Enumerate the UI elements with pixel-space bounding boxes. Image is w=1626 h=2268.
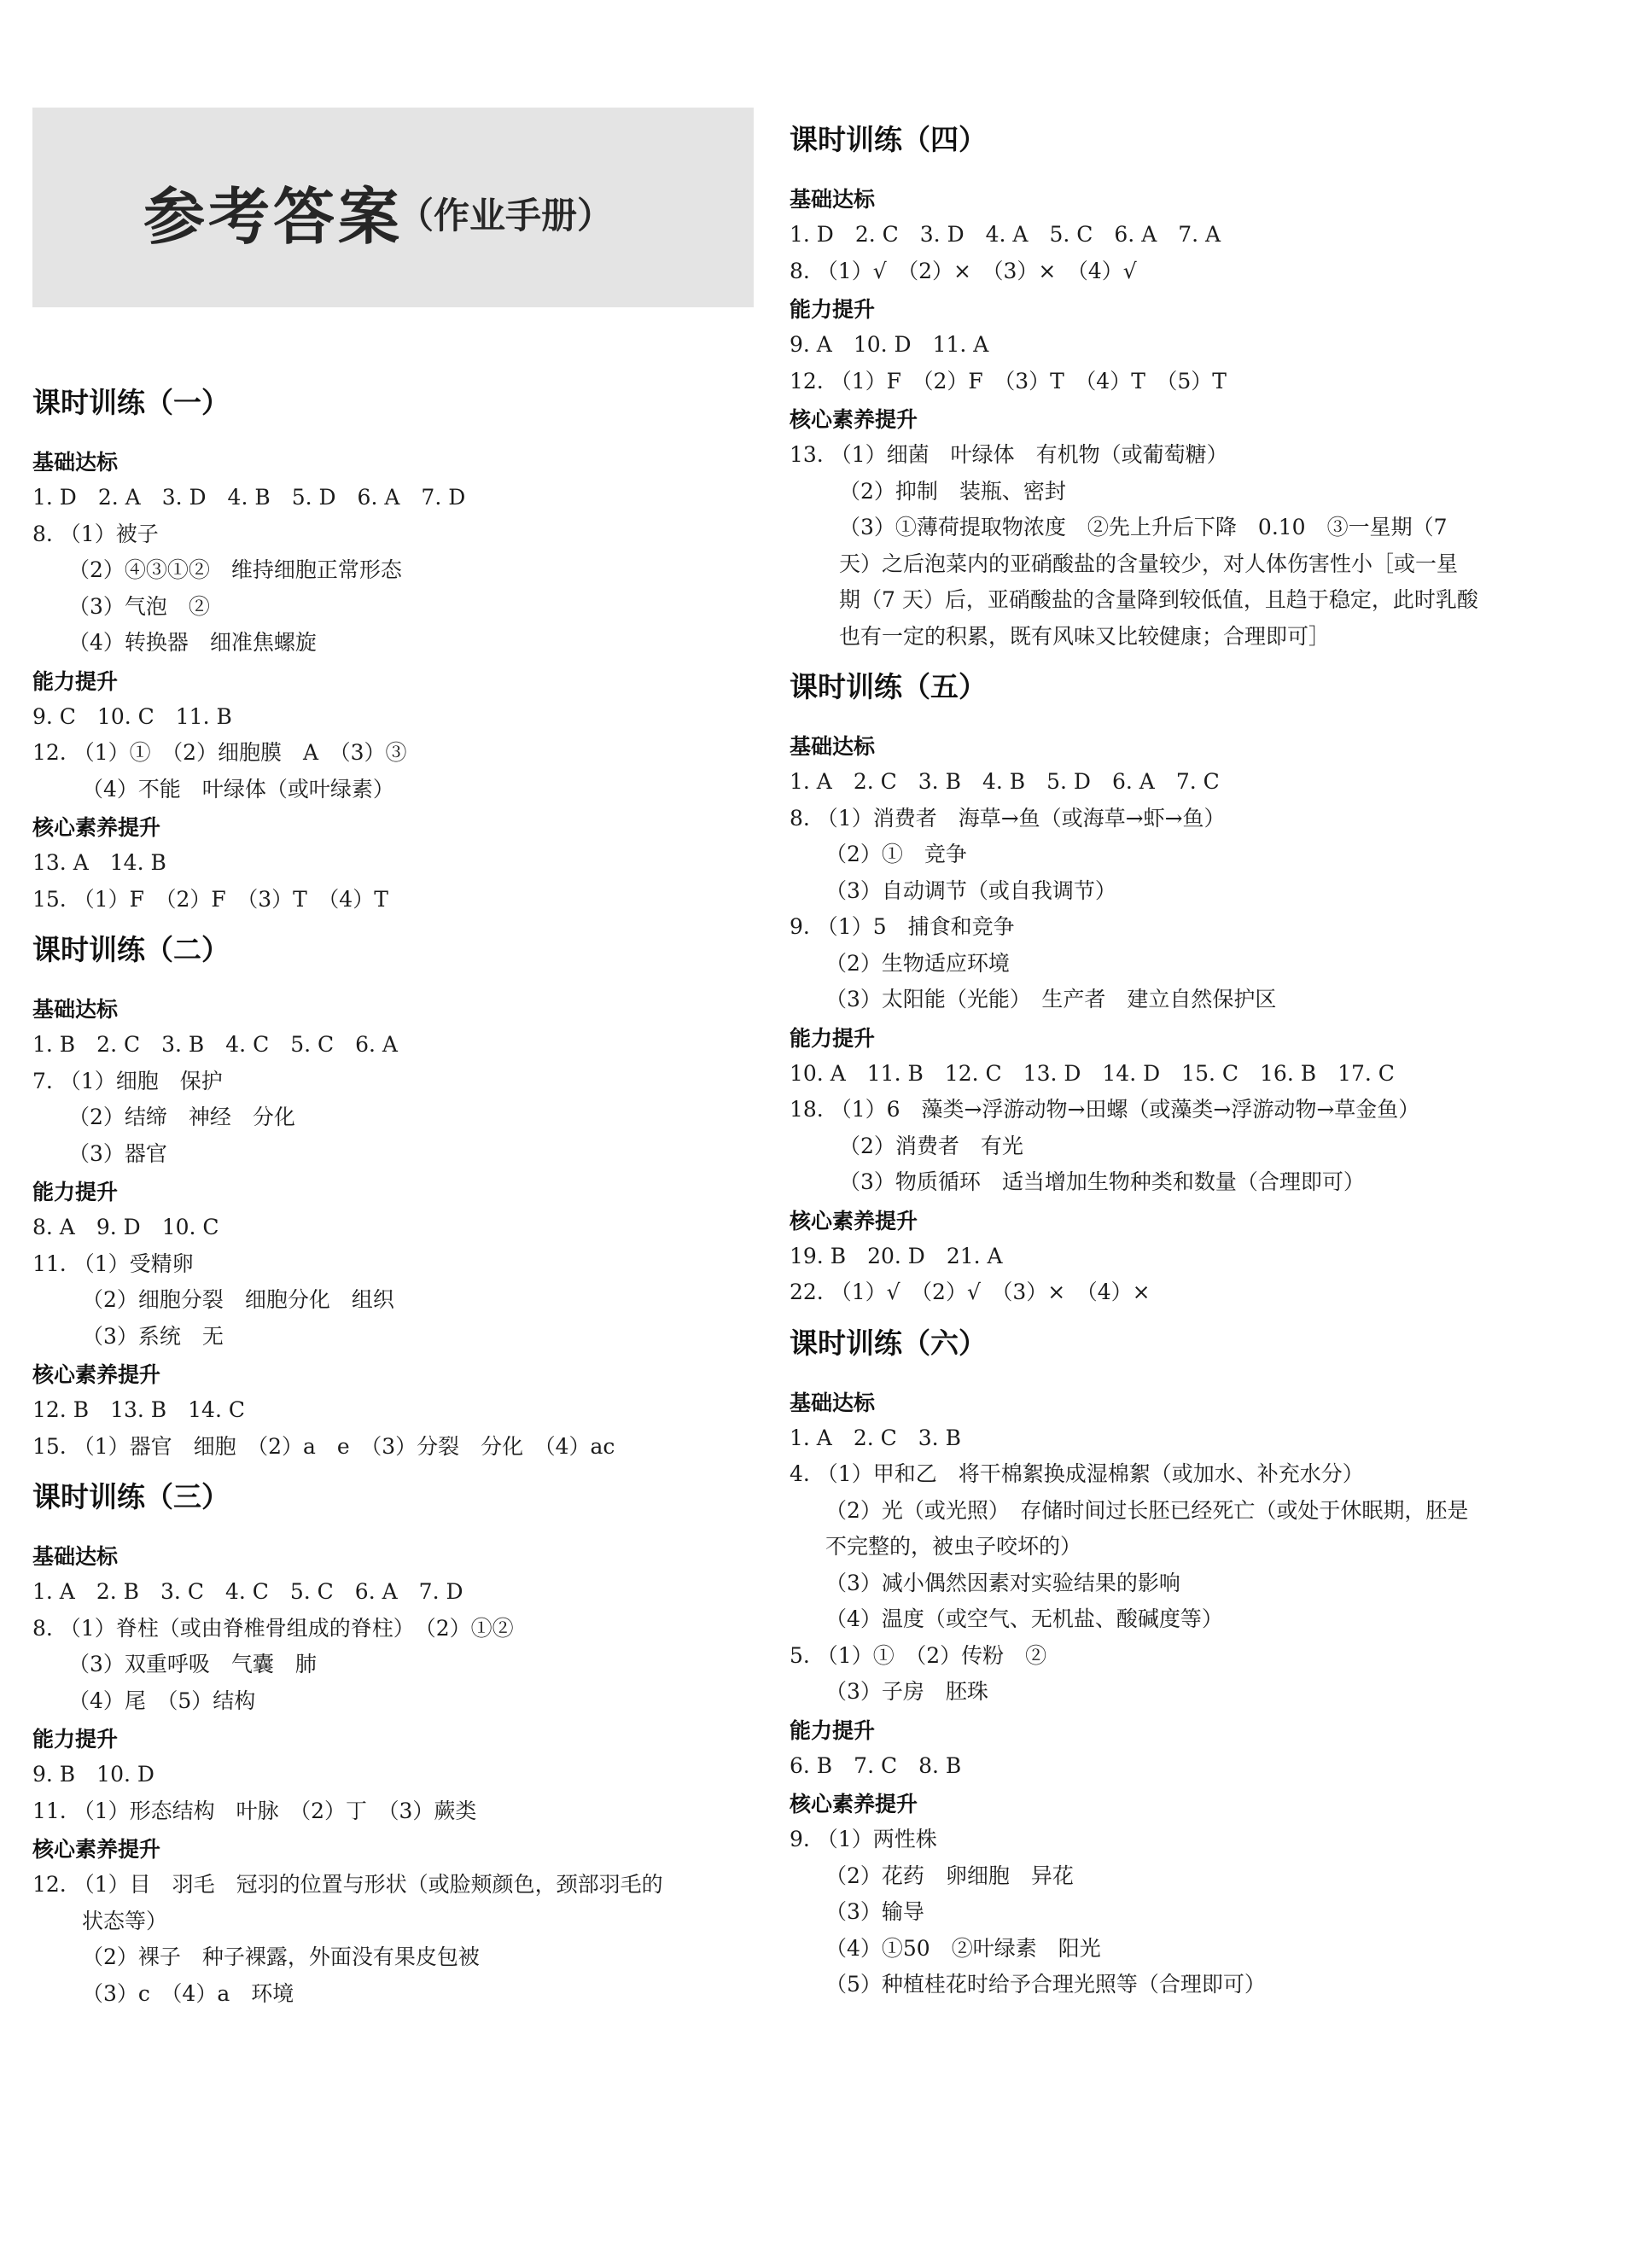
answer-line: 9. （1）5 捕食和竞争 — [790, 914, 1015, 939]
answer-line: （3）减小偶然因素对实验结果的影响 — [825, 1570, 1180, 1595]
answer-line: 7. （1）细胞 保护 — [32, 1068, 223, 1093]
subsection-heading: 能力提升 — [32, 1180, 119, 1204]
section-title: 课时训练（一） — [32, 386, 230, 419]
answer-line: （5）种植桂花时给予合理光照等（合理即可） — [825, 1972, 1266, 1997]
answer-line: （3）c （4）a 环境 — [82, 1980, 294, 2006]
answer-line: （2）抑制 装瓶、密封 — [839, 478, 1066, 504]
lesson-section — [790, 1323, 1524, 2003]
answer-line: 10. A 11. B 12. C 13. D 14. D 15. C 16. B 17. C — [790, 1060, 1395, 1086]
answer-line: 1. D 2. A 3. D 4. B 5. D 6. A 7. D — [32, 485, 466, 510]
answer-line: 天）之后泡菜内的亚硝酸盐的含量较少，对人体伤害性小［或一星 — [839, 551, 1459, 576]
answer-line: 1. B 2. C 3. B 4. C 5. C 6. A — [32, 1032, 398, 1057]
answer-line: （4）尾 （5）结构 — [68, 1688, 256, 1713]
answer-line: 8. （1）消费者 海草→鱼（或海草→虾→鱼） — [790, 805, 1226, 831]
answer-line: 不完整的，被虫子咬坏的） — [825, 1534, 1082, 1559]
answer-line: （2）光（或光照） 存储时间过长胚已经死亡（或处于休眠期，胚是 — [825, 1497, 1469, 1523]
subsection-heading: 核心素养提升 — [790, 1792, 918, 1816]
lesson-section — [790, 667, 1524, 1311]
answer-line: （2）④③①② 维持细胞正常形态 — [68, 557, 402, 582]
subsection-heading: 核心素养提升 — [790, 407, 918, 432]
right-column — [790, 120, 1524, 2015]
answer-line: （3）输导 — [825, 1899, 924, 1924]
answer-line: 8. A 9. D 10. C — [32, 1215, 219, 1239]
answer-line: 6. B 7. C 8. B — [790, 1752, 962, 1778]
answer-line: （3）系统 无 — [82, 1323, 224, 1349]
answer-line: （3）太阳能（光能） 生产者 建立自然保护区 — [825, 987, 1277, 1012]
left-column-body — [32, 382, 760, 2024]
subsection-heading: 能力提升 — [32, 1727, 119, 1752]
answer-line: 15. （1）器官 细胞 （2）a e （3）分裂 分化 （4）ac — [32, 1433, 615, 1459]
answer-line: 13. （1）细菌 叶绿体 有机物（或葡萄糖） — [790, 442, 1228, 467]
answer-line: 8. （1）被子 — [32, 521, 159, 546]
section-title: 课时训练（六） — [790, 1326, 987, 1360]
section-title: 课时训练（四） — [790, 123, 987, 156]
answer-line: （4）转换器 细准焦螺旋 — [68, 630, 317, 655]
answer-line: （4）温度（或空气、无机盐、酸碱度等） — [825, 1606, 1223, 1631]
subsection-heading: 核心素养提升 — [32, 1837, 161, 1862]
answer-line: 12. B 13. B 14. C — [32, 1397, 245, 1422]
answer-line: （2）细胞分裂 细胞分化 组织 — [82, 1287, 394, 1312]
answer-line: 9. （1）两性株 — [790, 1827, 937, 1851]
banner-subtitle: （作业手册） — [398, 195, 614, 236]
answer-line: 9. A 10. D 11. A — [790, 332, 989, 357]
answer-line: （2）消费者 有光 — [839, 1133, 1023, 1158]
answer-line: （3）气泡 ② — [68, 593, 210, 619]
subsection-heading: 核心素养提升 — [32, 1362, 161, 1387]
answer-line: 8. （1）脊柱（或由脊椎骨组成的脊柱） （2）①② — [32, 1615, 514, 1641]
answer-line: （4）不能 叶绿体（或叶绿素） — [82, 776, 394, 802]
lesson-section — [790, 120, 1524, 655]
subsection-heading: 基础达标 — [790, 187, 876, 212]
subsection-heading: 基础达标 — [32, 1544, 119, 1569]
answer-line: 12. （1）① （2）细胞膜 A （3）③ — [32, 740, 407, 765]
answer-line: 8. （1）√ （2）× （3）× （4）√ — [790, 258, 1137, 283]
subsection-heading: 能力提升 — [790, 1025, 876, 1051]
answer-line: （2）裸子 种子裸露，外面没有果皮包被 — [82, 1944, 480, 1969]
answer-line: 期（7 天）后，亚硝酸盐的含量降到较低值，且趋于稳定，此时乳酸 — [839, 587, 1478, 612]
answer-line: 12. （1）目 羽毛 冠羽的位置与形状（或脸颊颜色，颈部羽毛的 — [32, 1872, 663, 1897]
answer-line: （2）花药 卵细胞 异花 — [825, 1863, 1074, 1888]
subsection-heading: 能力提升 — [790, 1717, 876, 1743]
answer-line: 19. B 20. D 21. A — [790, 1243, 1003, 1268]
answer-line: （3）物质循环 适当增加生物种类和数量（合理即可） — [839, 1169, 1365, 1194]
section-title: 课时训练（三） — [32, 1480, 230, 1513]
subsection-heading: 核心素养提升 — [32, 815, 161, 840]
answer-line: 9. C 10. C 11. B — [32, 703, 232, 729]
answer-line: 1. A 2. B 3. C 4. C 5. C 6. A 7. D — [32, 1579, 463, 1604]
answer-line: 1. D 2. C 3. D 4. A 5. C 6. A 7. A — [790, 222, 1221, 247]
answer-line: （3）双重呼吸 气囊 肺 — [68, 1652, 317, 1676]
answer-line: 22. （1）√ （2）√ （3）× （4）× — [790, 1280, 1151, 1304]
section-title: 课时训练（五） — [790, 670, 987, 703]
answer-line: 状态等） — [82, 1908, 168, 1933]
answer-line: 也有一定的积累，既有风味又比较健康；合理即可］ — [839, 623, 1331, 649]
answer-line: 13. A 14. B — [32, 850, 166, 875]
title-banner — [32, 108, 754, 307]
answer-line: （3）自动调节（或自我调节） — [825, 877, 1116, 903]
answer-line: 18. （1）6 藻类→浮游动物→田螺（或藻类→浮游动物→草金鱼） — [790, 1097, 1420, 1122]
subsection-heading: 基础达标 — [32, 997, 119, 1022]
answer-line: 15. （1）F （2）F （3）T （4）T — [32, 886, 388, 912]
banner-title: 参考答案 — [143, 181, 404, 253]
answer-line: 9. B 10. D — [32, 1762, 154, 1787]
subsection-heading: 基础达标 — [32, 450, 119, 475]
answer-line: （3）子房 胚珠 — [825, 1679, 988, 1704]
answer-line: （3）器官 — [68, 1140, 167, 1166]
answer-line: （2）生物适应环境 — [825, 950, 1010, 976]
subsection-heading: 能力提升 — [32, 668, 119, 694]
answer-line: （4）①50 ②叶绿素 阳光 — [825, 1935, 1101, 1961]
answer-line: （2）结缔 神经 分化 — [68, 1105, 295, 1129]
answer-line: 12. （1）F （2）F （3）T （4）T （5）T — [790, 368, 1227, 394]
lesson-section — [32, 382, 760, 918]
subsection-heading: 能力提升 — [790, 297, 876, 322]
answer-line: 1. A 2. C 3. B 4. B 5. D 6. A 7. C — [790, 769, 1220, 794]
answer-line: （2）① 竞争 — [825, 842, 967, 866]
subsection-heading: 核心素养提升 — [790, 1208, 918, 1233]
answer-line: （3）①薄荷提取物浓度 ②先上升后下降 0.10 ③一星期（7 — [839, 515, 1448, 539]
section-title: 课时训练（二） — [32, 933, 230, 966]
lesson-section — [32, 1477, 760, 2012]
lesson-section — [32, 930, 760, 1465]
subsection-heading: 基础达标 — [790, 1390, 876, 1415]
answer-line: 11. （1）受精卵 — [32, 1251, 194, 1276]
answer-line: 1. A 2. C 3. B — [790, 1425, 961, 1450]
subsection-heading: 基础达标 — [790, 734, 876, 759]
answer-line: 11. （1）形态结构 叶脉 （2）丁 （3）蕨类 — [32, 1798, 477, 1823]
answer-line: 4. （1）甲和乙 将干棉絮换成湿棉絮（或加水、补充水分） — [790, 1461, 1364, 1486]
answer-line: 5. （1）① （2）传粉 ② — [790, 1642, 1047, 1668]
